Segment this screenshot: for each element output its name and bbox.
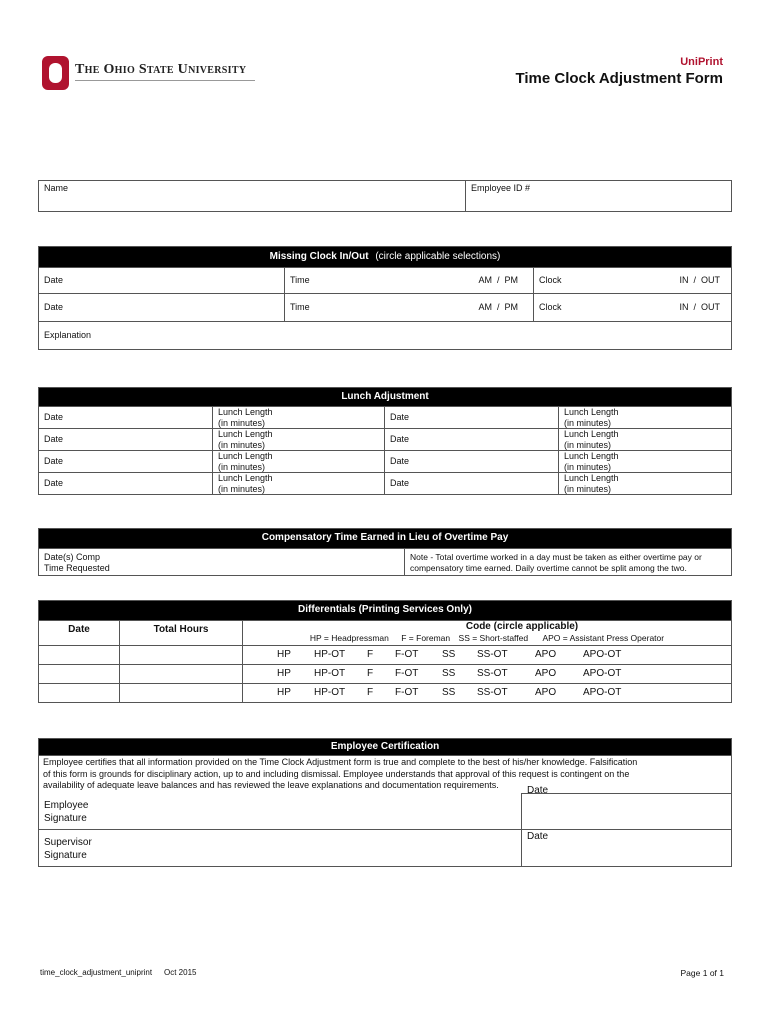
lunch-length-label: Lunch Length xyxy=(218,451,273,461)
legend-apo: APO = Assistant Press Operator xyxy=(542,633,665,643)
footer-date: Oct 2015 xyxy=(164,968,197,977)
code-apo[interactable]: APO xyxy=(535,648,557,660)
code-ss-ot[interactable]: SS-OT xyxy=(477,667,508,679)
missing-date-label: Date xyxy=(44,275,64,286)
code-hp-ot[interactable]: HP-OT xyxy=(314,667,346,679)
code-ss[interactable]: SS xyxy=(442,686,456,698)
name-label: Name xyxy=(44,183,69,193)
employee-id-field[interactable] xyxy=(466,181,732,212)
lunch-length-label: Lunch Length xyxy=(564,407,619,417)
employee-info-table xyxy=(38,180,732,212)
lunch-length-field[interactable] xyxy=(213,473,385,495)
diff-hours-header xyxy=(120,621,243,646)
code-hp[interactable]: HP xyxy=(277,648,291,660)
missing-date-field[interactable] xyxy=(39,294,285,322)
lunch-length-field[interactable] xyxy=(559,429,732,451)
footer-page-number: Page 1 of 1 xyxy=(680,968,724,978)
missing-clock-section xyxy=(38,246,732,350)
lunch-adjustment-header xyxy=(39,388,732,407)
code-hp-ot[interactable]: HP-OT xyxy=(314,648,346,660)
certification-text-line: availability of adequate leave balances and has reviewed the leave explanations and documentation requirements. xyxy=(43,780,499,790)
form-title: Time Clock Adjustment Form xyxy=(515,70,723,87)
code-hp-ot[interactable]: HP-OT xyxy=(314,686,346,698)
in-out-options[interactable]: IN / OUT xyxy=(679,302,720,313)
university-name: The Ohio State University xyxy=(75,62,247,77)
lunch-date-label: Date xyxy=(390,434,410,445)
lunch-adjustment-section xyxy=(38,387,732,495)
employee-signature-label: Signature xyxy=(44,813,87,824)
certification-section xyxy=(38,738,732,867)
diff-hours-header-label: Total Hours xyxy=(153,624,209,635)
lunch-length-field[interactable] xyxy=(559,473,732,495)
code-apo-ot[interactable]: APO-OT xyxy=(583,686,622,698)
missing-clock-title: Missing Clock In/Out xyxy=(269,250,369,262)
lunch-minutes-label: (in minutes) xyxy=(564,483,612,494)
lunch-length-label: Lunch Length xyxy=(218,473,273,483)
lunch-date-field[interactable] xyxy=(385,473,559,495)
employee-date-field[interactable] xyxy=(522,784,732,829)
code-f[interactable]: F xyxy=(367,667,374,679)
missing-clock-subtitle: (circle applicable selections) xyxy=(375,250,501,262)
legend-hp: HP = Headpressman xyxy=(309,633,389,643)
missing-clock-label: Clock xyxy=(539,275,562,286)
code-legend xyxy=(243,633,731,644)
diff-code-options[interactable] xyxy=(243,665,732,684)
lunch-date-label: Date xyxy=(44,412,64,423)
am-pm-options[interactable]: AM / PM xyxy=(478,302,518,313)
missing-date-label: Date xyxy=(44,302,64,313)
code-hp[interactable]: HP xyxy=(277,667,291,679)
lunch-date-field[interactable] xyxy=(385,429,559,451)
lunch-date-field[interactable] xyxy=(39,407,213,429)
certification-title: Employee Certification xyxy=(330,740,440,752)
comp-time-label: Time Requested xyxy=(44,562,110,573)
lunch-length-field[interactable] xyxy=(213,407,385,429)
code-f-ot[interactable]: F-OT xyxy=(395,686,419,698)
diff-hours-field[interactable] xyxy=(120,646,243,665)
code-f[interactable]: F xyxy=(367,686,374,698)
supervisor-date-field[interactable] xyxy=(522,829,732,866)
lunch-length-field[interactable] xyxy=(559,451,732,473)
name-field[interactable] xyxy=(39,181,466,212)
comp-time-header xyxy=(39,529,732,549)
am-pm-options[interactable]: AM / PM xyxy=(478,275,518,286)
lunch-date-label: Date xyxy=(44,434,64,445)
lunch-date-field[interactable] xyxy=(39,429,213,451)
missing-clock-field[interactable] xyxy=(534,268,732,294)
employee-signature-label: Employee xyxy=(44,800,89,811)
explanation-field[interactable] xyxy=(39,322,732,350)
code-header-label: Code (circle applicable) xyxy=(465,621,579,632)
code-ss[interactable]: SS xyxy=(442,667,456,679)
missing-clock-field[interactable] xyxy=(534,294,732,322)
lunch-date-field[interactable] xyxy=(385,451,559,473)
lunch-minutes-label: (in minutes) xyxy=(564,461,612,472)
lunch-length-field[interactable] xyxy=(213,429,385,451)
differentials-section xyxy=(38,600,732,703)
comp-time-note-text: Note - Total overtime worked in a day must be taken as either overtime pay or xyxy=(410,552,702,562)
lunch-length-label: Lunch Length xyxy=(564,451,619,461)
employee-date-label: Date xyxy=(527,784,549,796)
code-f[interactable]: F xyxy=(367,648,374,660)
missing-date-field[interactable] xyxy=(39,268,285,294)
comp-time-title: Compensatory Time Earned in Lieu of Overtime Pay xyxy=(261,532,509,544)
code-ss-ot[interactable]: SS-OT xyxy=(477,686,508,698)
diff-date-field[interactable] xyxy=(39,684,120,703)
diff-code-header xyxy=(243,621,732,646)
code-apo-ot[interactable]: APO-OT xyxy=(583,667,622,679)
diff-hours-field[interactable] xyxy=(120,665,243,684)
lunch-date-field[interactable] xyxy=(385,407,559,429)
comp-time-note xyxy=(405,549,732,576)
lunch-length-label: Lunch Length xyxy=(564,473,619,483)
missing-time-field[interactable] xyxy=(285,268,534,294)
logo-rule xyxy=(75,80,255,81)
code-apo[interactable]: APO xyxy=(535,667,557,679)
block-o-icon xyxy=(42,56,69,90)
code-apo[interactable]: APO xyxy=(535,686,557,698)
lunch-length-field[interactable] xyxy=(213,451,385,473)
certification-header xyxy=(39,739,732,756)
in-out-options[interactable]: IN / OUT xyxy=(679,275,720,286)
footer-doc-id: time_clock_adjustment_uniprint xyxy=(40,968,153,977)
comp-time-dates-field[interactable] xyxy=(39,549,405,576)
missing-clock-label: Clock xyxy=(539,302,562,313)
differentials-title: Differentials (Printing Services Only) xyxy=(298,604,472,616)
lunch-length-field[interactable] xyxy=(559,407,732,429)
certification-text-line: Employee certifies that all information provided on the Time Clock Adjustment form is true and complete to the best of his/her knowledge. Falsification xyxy=(43,757,638,767)
lunch-date-field[interactable] xyxy=(39,473,213,495)
brand-name: UniPrint xyxy=(680,56,723,68)
lunch-date-label: Date xyxy=(390,412,410,423)
explanation-label: Explanation xyxy=(44,330,92,341)
legend-ss: SS = Short-staffed xyxy=(458,633,529,643)
university-logo xyxy=(42,56,272,92)
diff-date-header xyxy=(39,621,120,646)
lunch-length-label: Lunch Length xyxy=(218,429,273,439)
lunch-minutes-label: (in minutes) xyxy=(218,461,266,472)
certification-text-line: of this form is grounds for disciplinary action, up to and including dismissal. Employee understands that approval of this request is contingent on the xyxy=(43,768,630,779)
lunch-date-label: Date xyxy=(44,456,64,467)
missing-clock-header xyxy=(39,247,732,268)
code-apo-ot[interactable]: APO-OT xyxy=(583,648,622,660)
employee-signature-field[interactable] xyxy=(39,793,522,829)
code-f-ot[interactable]: F-OT xyxy=(395,667,419,679)
missing-time-label: Time xyxy=(290,275,310,286)
lunch-date-label: Date xyxy=(390,456,410,467)
differentials-header xyxy=(39,601,732,621)
lunch-minutes-label: (in minutes) xyxy=(218,483,266,494)
supervisor-signature-label: Signature xyxy=(44,849,87,861)
code-ss[interactable]: SS xyxy=(442,648,456,660)
legend-f: F = Foreman xyxy=(401,633,451,643)
comp-time-section xyxy=(38,528,732,576)
lunch-length-label: Lunch Length xyxy=(218,407,273,417)
code-ss-ot[interactable]: SS-OT xyxy=(477,648,508,660)
lunch-minutes-label: (in minutes) xyxy=(218,417,266,428)
supervisor-date-label: Date xyxy=(527,830,549,842)
diff-date-header-label: Date xyxy=(68,624,90,635)
lunch-minutes-label: (in minutes) xyxy=(564,439,612,450)
code-f-ot[interactable]: F-OT xyxy=(395,648,419,660)
comp-time-label: Date(s) Comp xyxy=(44,552,101,562)
diff-date-field[interactable] xyxy=(39,646,120,665)
comp-time-note-text: compensatory time earned. Daily overtime cannot be split among the two. xyxy=(410,562,687,573)
code-hp[interactable]: HP xyxy=(277,686,291,698)
employee-id-label: Employee ID # xyxy=(471,183,531,193)
lunch-minutes-label: (in minutes) xyxy=(564,417,612,428)
supervisor-signature-field[interactable] xyxy=(39,829,522,866)
supervisor-signature-label: Supervisor xyxy=(44,836,92,848)
missing-time-field[interactable] xyxy=(285,294,534,322)
lunch-adjustment-title: Lunch Adjustment xyxy=(341,390,429,402)
lunch-date-field[interactable] xyxy=(39,451,213,473)
diff-hours-field[interactable] xyxy=(120,684,243,703)
lunch-date-label: Date xyxy=(390,478,410,489)
missing-time-label: Time xyxy=(290,302,310,313)
diff-code-options[interactable] xyxy=(243,684,732,703)
diff-code-options[interactable] xyxy=(243,646,732,665)
lunch-minutes-label: (in minutes) xyxy=(218,439,266,450)
lunch-length-label: Lunch Length xyxy=(564,429,619,439)
lunch-date-label: Date xyxy=(44,478,64,489)
diff-date-field[interactable] xyxy=(39,665,120,684)
